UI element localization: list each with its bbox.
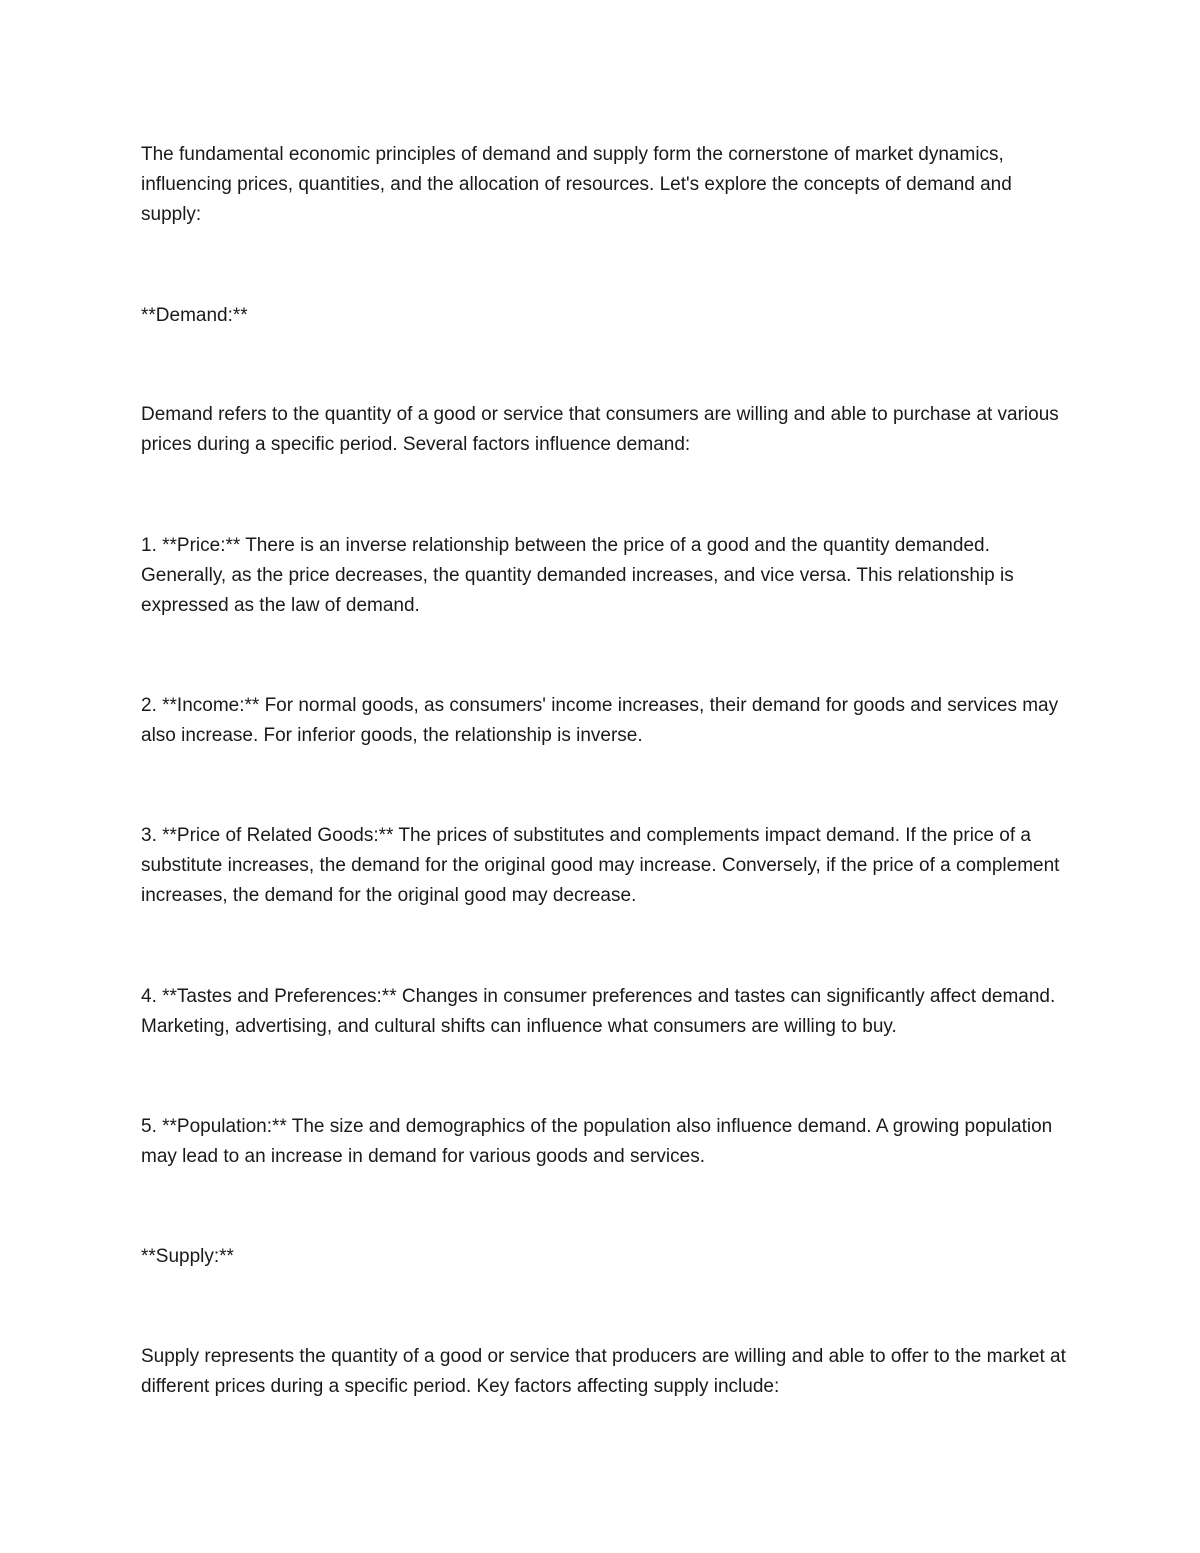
population-factor-paragraph: 5. **Population:** The size and demographics of the population also influence demand. A growing population may lead to an increase in demand for various goods and services. xyxy=(141,1116,1053,1167)
related-goods-factor-paragraph: 3. **Price of Related Goods:** The prices of substitutes and complements impact demand. If the price of a substitute increases, the demand for the original good may increase. Conversely, if the price of a complement increases, the demand for the original good may decrease. xyxy=(141,825,1060,906)
income-factor-paragraph: 2. **Income:** For normal goods, as consumers' income increases, their demand for goods and services may also increase. For inferior goods, the relationship is inverse. xyxy=(141,695,1059,746)
supply-heading: **Supply:** xyxy=(141,1246,234,1267)
intro-paragraph: The fundamental economic principles of demand and supply form the cornerstone of market dynamics, influencing prices, quantities, and the allocation of resources. Let's explore the concepts of demand and supply: xyxy=(141,144,1012,225)
demand-definition-paragraph: Demand refers to the quantity of a good or service that consumers are willing and able to purchase at various prices during a specific period. Several factors influence demand: xyxy=(141,404,1059,455)
demand-heading: **Demand:** xyxy=(141,305,248,326)
price-factor-paragraph: 1. **Price:** There is an inverse relationship between the price of a good and the quantity demanded. Generally, as the price decreases, the quantity demanded increases, and vice versa. This relationship is expressed as the law of demand. xyxy=(141,535,1014,616)
tastes-factor-paragraph: 4. **Tastes and Preferences:** Changes in consumer preferences and tastes can significantly affect demand. Marketing, advertising, and cultural shifts can influence what consumers are willing to buy. xyxy=(141,986,1056,1037)
supply-definition-paragraph: Supply represents the quantity of a good or service that producers are willing and able to offer to the market at different prices during a specific period. Key factors affecting supply include: xyxy=(141,1346,1066,1397)
